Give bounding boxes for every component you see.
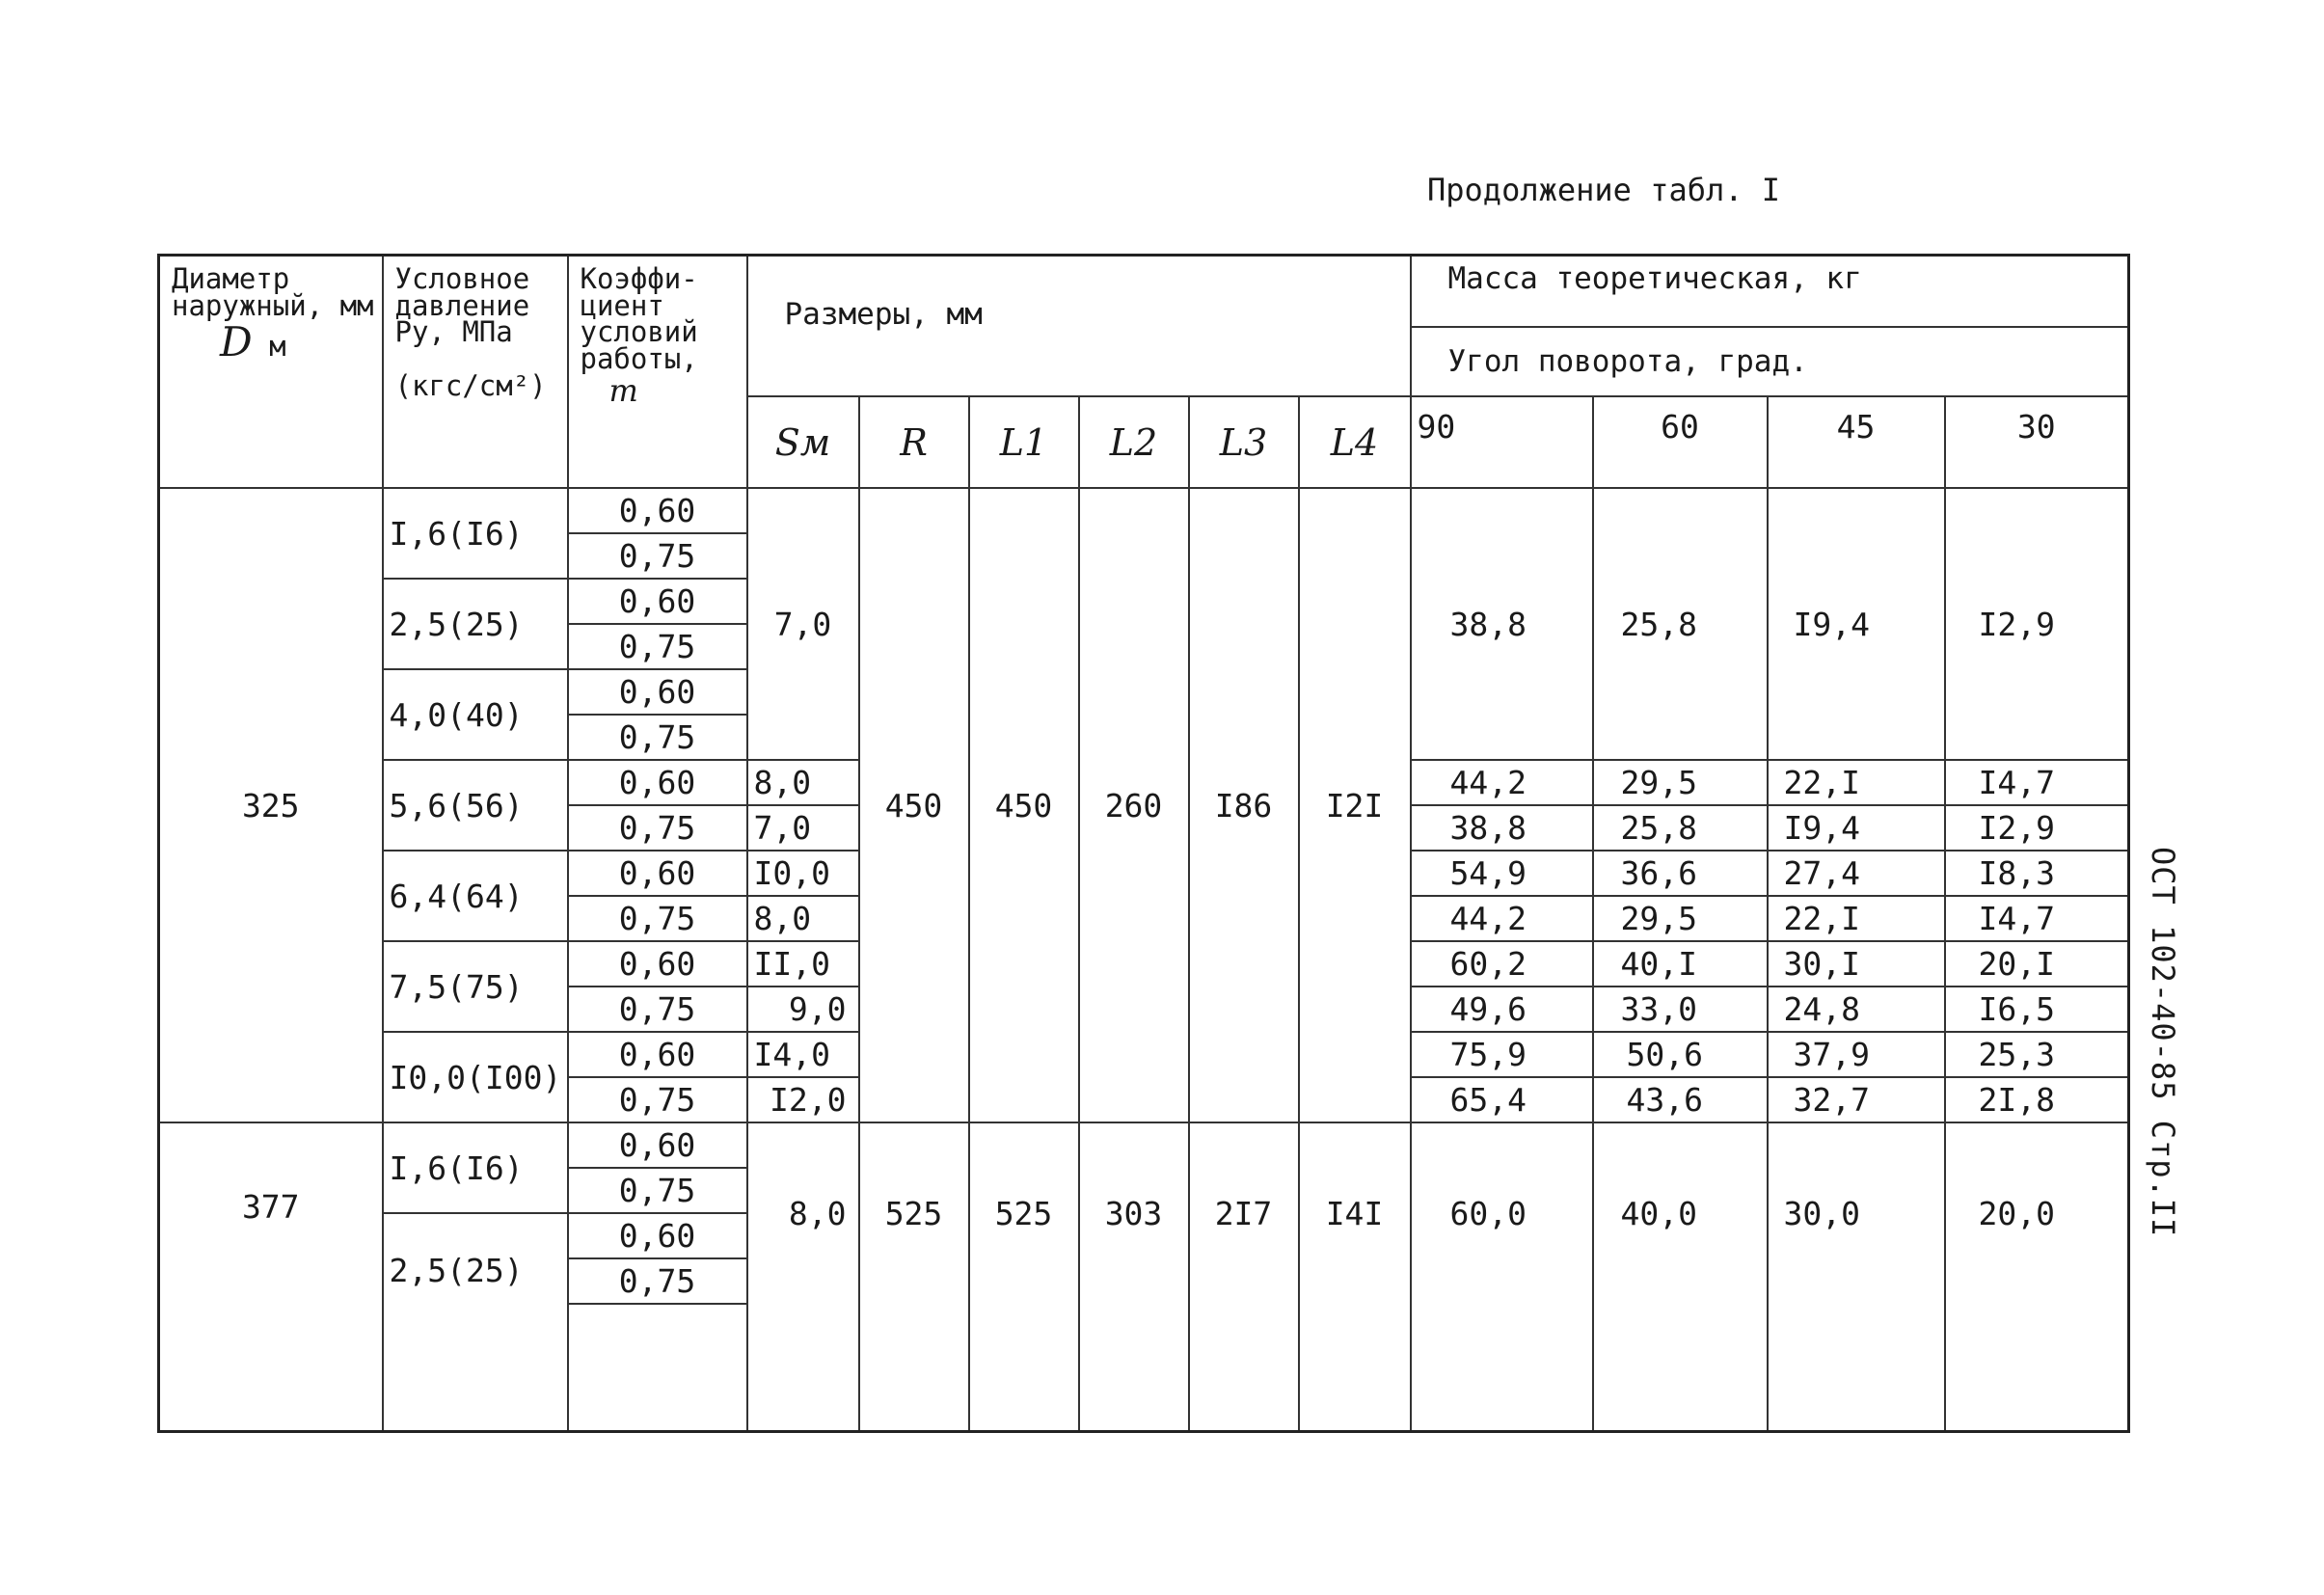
mass-cell: 20,0 [1945,1122,2129,1304]
header-angle-90: 90 [1411,396,1593,488]
header-pressure-text: Условное давление Ру, МПа [394,262,530,349]
mass-cell: 38,8 [1411,805,1593,851]
mass-cell: 44,2 [1411,896,1593,941]
l1-cell: 450 [969,488,1079,1122]
l3-cell: I86 [1189,488,1299,1122]
document-code: ОСТ 102-40-85 Стр.II [2145,847,2181,1238]
mass-cell: 20,I [1945,941,2129,987]
coef-cell: 0,60 [568,1213,747,1258]
header-pressure-unit: (кгс/см²) [394,368,547,402]
diameter-cell: 377 [159,1122,383,1432]
diameter-unit: м [269,330,286,364]
header-pressure [383,256,568,489]
header-col-l4: L4 [1299,396,1411,488]
blank-cell [1299,1304,1411,1432]
mass-cell: 27,4 [1768,851,1945,896]
mass-cell: 33,0 [1593,987,1768,1032]
header-col-l3: L3 [1189,396,1299,488]
coef-cell: 0,60 [568,760,747,805]
r-cell: 450 [859,488,969,1122]
mass-cell: 60,2 [1411,941,1593,987]
l3-cell: 2I7 [1189,1122,1299,1304]
mass-cell: 2I,8 [1945,1077,2129,1122]
mass-cell: I4,7 [1945,760,2129,805]
coef-symbol: m [608,372,638,410]
mass-cell: I8,3 [1945,851,2129,896]
mass-cell: 37,9 [1768,1032,1945,1077]
coef-cell: 0,75 [568,805,747,851]
blank-cell [568,1304,747,1432]
mass-cell: 40,I [1593,941,1768,987]
mass-cell: 49,6 [1411,987,1593,1032]
l4-cell: I4I [1299,1122,1411,1304]
blank-cell [969,1304,1079,1432]
pressure-cell: I0,0(I00) [383,1032,568,1122]
coef-cell: 0,75 [568,624,747,669]
mass-cell: 40,0 [1593,1122,1768,1304]
diameter-cell: 325 [159,488,383,1122]
blank-cell [859,1304,969,1432]
header-col-l1: L1 [969,396,1079,488]
pressure-cell: 2,5(25) [383,579,568,669]
sm-cell: I4,0 [747,1032,859,1077]
sm-cell: 7,0 [747,488,859,760]
pressure-cell: I,6(I6) [383,488,568,579]
pressure-cell: 7,5(75) [383,941,568,1032]
diameter-symbol: D [220,318,253,366]
mass-cell: 24,8 [1768,987,1945,1032]
coef-cell: 0,75 [568,1168,747,1213]
coef-cell: 0,60 [568,1122,747,1168]
mass-cell: 43,6 [1593,1077,1768,1122]
coef-cell: 0,75 [568,1077,747,1122]
mass-cell: 54,9 [1411,851,1593,896]
coef-cell: 0,60 [568,1032,747,1077]
coef-cell: 0,60 [568,851,747,896]
sm-cell: 7,0 [747,805,859,851]
sm-cell: II,0 [747,941,859,987]
mass-cell: 22,I [1768,760,1945,805]
header-col-l2: L2 [1079,396,1189,488]
pressure-cell: 4,0(40) [383,669,568,760]
blank-cell [1079,1304,1189,1432]
pressure-cell: 5,6(56) [383,760,568,851]
mass-cell: 30,I [1768,941,1945,987]
pressure-cell: 2,5(25) [383,1213,568,1432]
blank-cell [1593,1304,1768,1432]
sm-cell: I0,0 [747,851,859,896]
mass-cell: 75,9 [1411,1032,1593,1077]
mass-cell: 25,8 [1593,488,1768,760]
l4-cell: I2I [1299,488,1411,1122]
blank-cell [1189,1304,1299,1432]
coef-cell: 0,75 [568,533,747,579]
mass-cell: 22,I [1768,896,1945,941]
table-caption: Продолжение табл. I [1427,172,1781,208]
coef-cell: 0,60 [568,579,747,624]
header-mass: Масса теоретическая, кг [1411,256,2129,328]
header-col-r: R [859,396,969,488]
mass-cell: 50,6 [1593,1032,1768,1077]
coef-cell: 0,60 [568,488,747,533]
mass-cell: 65,4 [1411,1077,1593,1122]
l2-cell: 303 [1079,1122,1189,1304]
mass-cell: 32,7 [1768,1077,1945,1122]
mass-cell: I9,4 [1768,488,1945,760]
table-row [159,1122,2129,1168]
r-cell: 525 [859,1122,969,1304]
coef-cell: 0,75 [568,715,747,760]
coef-cell: 0,60 [568,669,747,715]
blank-cell [1411,1304,1593,1432]
header-angle-60: 60 [1593,396,1768,488]
blank-cell [1768,1304,1945,1432]
sm-cell: 9,0 [747,987,859,1032]
mass-cell: 29,5 [1593,760,1768,805]
header-diameter-text: Диаметр наружный, мм [172,262,374,322]
mass-cell: 38,8 [1411,488,1593,760]
mass-cell: I2,9 [1945,805,2129,851]
mass-cell: I2,9 [1945,488,2129,760]
header-coef [568,256,747,489]
mass-cell: I6,5 [1945,987,2129,1032]
data-table [157,254,2130,1433]
coef-cell: 0,60 [568,941,747,987]
mass-cell: 30,0 [1768,1122,1945,1304]
mass-cell: 44,2 [1411,760,1593,805]
sm-cell: 8,0 [747,760,859,805]
blank-cell [747,1304,859,1432]
mass-cell: I9,4 [1768,805,1945,851]
coef-cell: 0,75 [568,987,747,1032]
table-row [159,488,2129,533]
header-col-sm: Sм [747,396,859,488]
mass-cell: I4,7 [1945,896,2129,941]
mass-cell: 25,8 [1593,805,1768,851]
pressure-cell: I,6(I6) [383,1122,568,1213]
blank-cell [1945,1304,2129,1432]
sm-cell: I2,0 [747,1077,859,1122]
mass-cell: 36,6 [1593,851,1768,896]
mass-cell: 25,3 [1945,1032,2129,1077]
header-angle-30: 30 [1945,396,2129,488]
mass-cell: 29,5 [1593,896,1768,941]
header-angle-45: 45 [1768,396,1945,488]
pressure-cell: 6,4(64) [383,851,568,941]
sm-cell: 8,0 [747,896,859,941]
coef-cell: 0,75 [568,1258,747,1304]
coef-cell: 0,75 [568,896,747,941]
header-sizes: Размеры, мм [747,256,1411,397]
header-diameter [159,256,383,489]
header-angle: Угол поворота, град. [1411,327,2129,396]
sm-cell: 8,0 [747,1122,859,1304]
header-coef-text: Коэффи-циент условий работы, [580,262,698,375]
l2-cell: 260 [1079,488,1189,1122]
l1-cell: 525 [969,1122,1079,1304]
mass-cell: 60,0 [1411,1122,1593,1304]
